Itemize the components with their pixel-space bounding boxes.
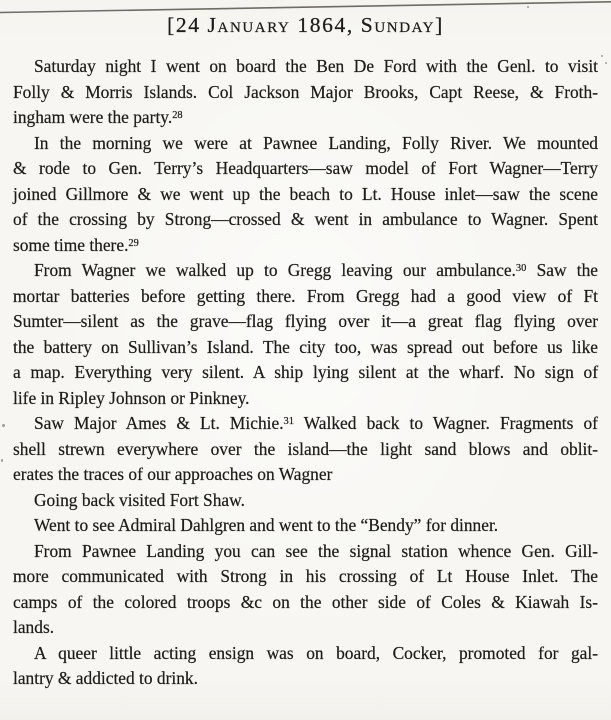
text-line: A queer little acting ensign was on board, Cocker, promoted for gal- — [34, 642, 598, 663]
text-line: lands. — [13, 617, 55, 637]
footnote-ref: 31 — [283, 416, 294, 427]
entry-date-heading: [24 January 1864, Sunday] — [167, 13, 444, 37]
text-line: joined Gillmore & we went up the beach to Lt. House inlet—saw the scene — [13, 183, 598, 204]
text-line: From Pawnee Landing you can see the signal station whence Gen. Gill- — [34, 540, 598, 561]
text-line: Going back visited Fort Shaw. — [34, 489, 245, 510]
text-line: & rode to Gen. Terry’s Headquarters—saw model of Fort Wagner—Terry — [13, 158, 598, 178]
footnote-ref: 30 — [515, 263, 527, 274]
paragraph — [13, 54, 598, 131]
text-line: the battery on Sullivan’s Island. The city too, was spread out before us like — [13, 336, 598, 357]
paragraph — [13, 513, 598, 539]
text-line: Saturday night I went on board the Ben De Ford with the Genl. to visit — [34, 56, 598, 76]
page-body — [13, 54, 598, 692]
text-line: of the crossing by Strong—crossed & went in ambulance to Wagner. Spent — [13, 209, 598, 229]
text-line: ingham were the party.$^{28}$ — [13, 107, 183, 127]
text-line: Sumter—silent as the grave—flag flying over it—a great flag flying over — [13, 311, 598, 331]
text-line: From Wagner we walked up to Gregg leaving our ambulance.$^{30}$ Saw the — [34, 260, 598, 280]
paragraph — [13, 258, 598, 411]
scan-speck — [601, 55, 603, 57]
text-line: lantry & addicted to drink. — [13, 668, 198, 688]
scan-speck — [2, 424, 5, 427]
paragraph — [13, 539, 598, 641]
text-line: Went to see Admiral Dahlgren and went to the “Bendy” for dinner. — [34, 515, 499, 535]
text-line: a map. Everything very silent. A ship lying silent at the wharf. No sign of — [13, 362, 598, 382]
text-line: more communicated with Strong in his crossing of Lt House Inlet. The — [13, 566, 598, 586]
scan-speck — [605, 62, 607, 64]
text-line: erates the traces of our approaches on Wagner — [13, 464, 333, 484]
paragraph — [13, 131, 598, 259]
scan-speck — [1, 459, 3, 462]
text-line: life in Ripley Johnson or Pinkney. — [13, 387, 250, 408]
text-line: Folly & Morris Islands. Col Jackson Major Brooks, Capt Reese, & Froth- — [13, 81, 598, 102]
text-line: some time there.$^{29}$ — [13, 234, 139, 255]
text-line: Saw Major Ames & Lt. Michie.$^{31}$ Walked back to Wagner. Fragments of — [34, 413, 598, 433]
text-line: In the morning we were at Pawnee Landing, Folly River. We mounted — [34, 132, 598, 153]
text-line: mortar batteries before getting there. From Gregg had a good view of Ft — [13, 285, 598, 306]
paragraph — [13, 641, 598, 692]
footnote-ref: 28 — [172, 110, 183, 121]
text-line: camps of the colored troops &c on the other side of Coles & Kiawah Is- — [13, 591, 598, 612]
paragraph — [13, 488, 598, 514]
scan-speck — [527, 6, 529, 8]
paragraph — [13, 411, 598, 488]
text-line: shell strewn everywhere over the island—the light sand blows and oblit- — [13, 438, 598, 459]
footnote-ref: 29 — [128, 237, 139, 249]
